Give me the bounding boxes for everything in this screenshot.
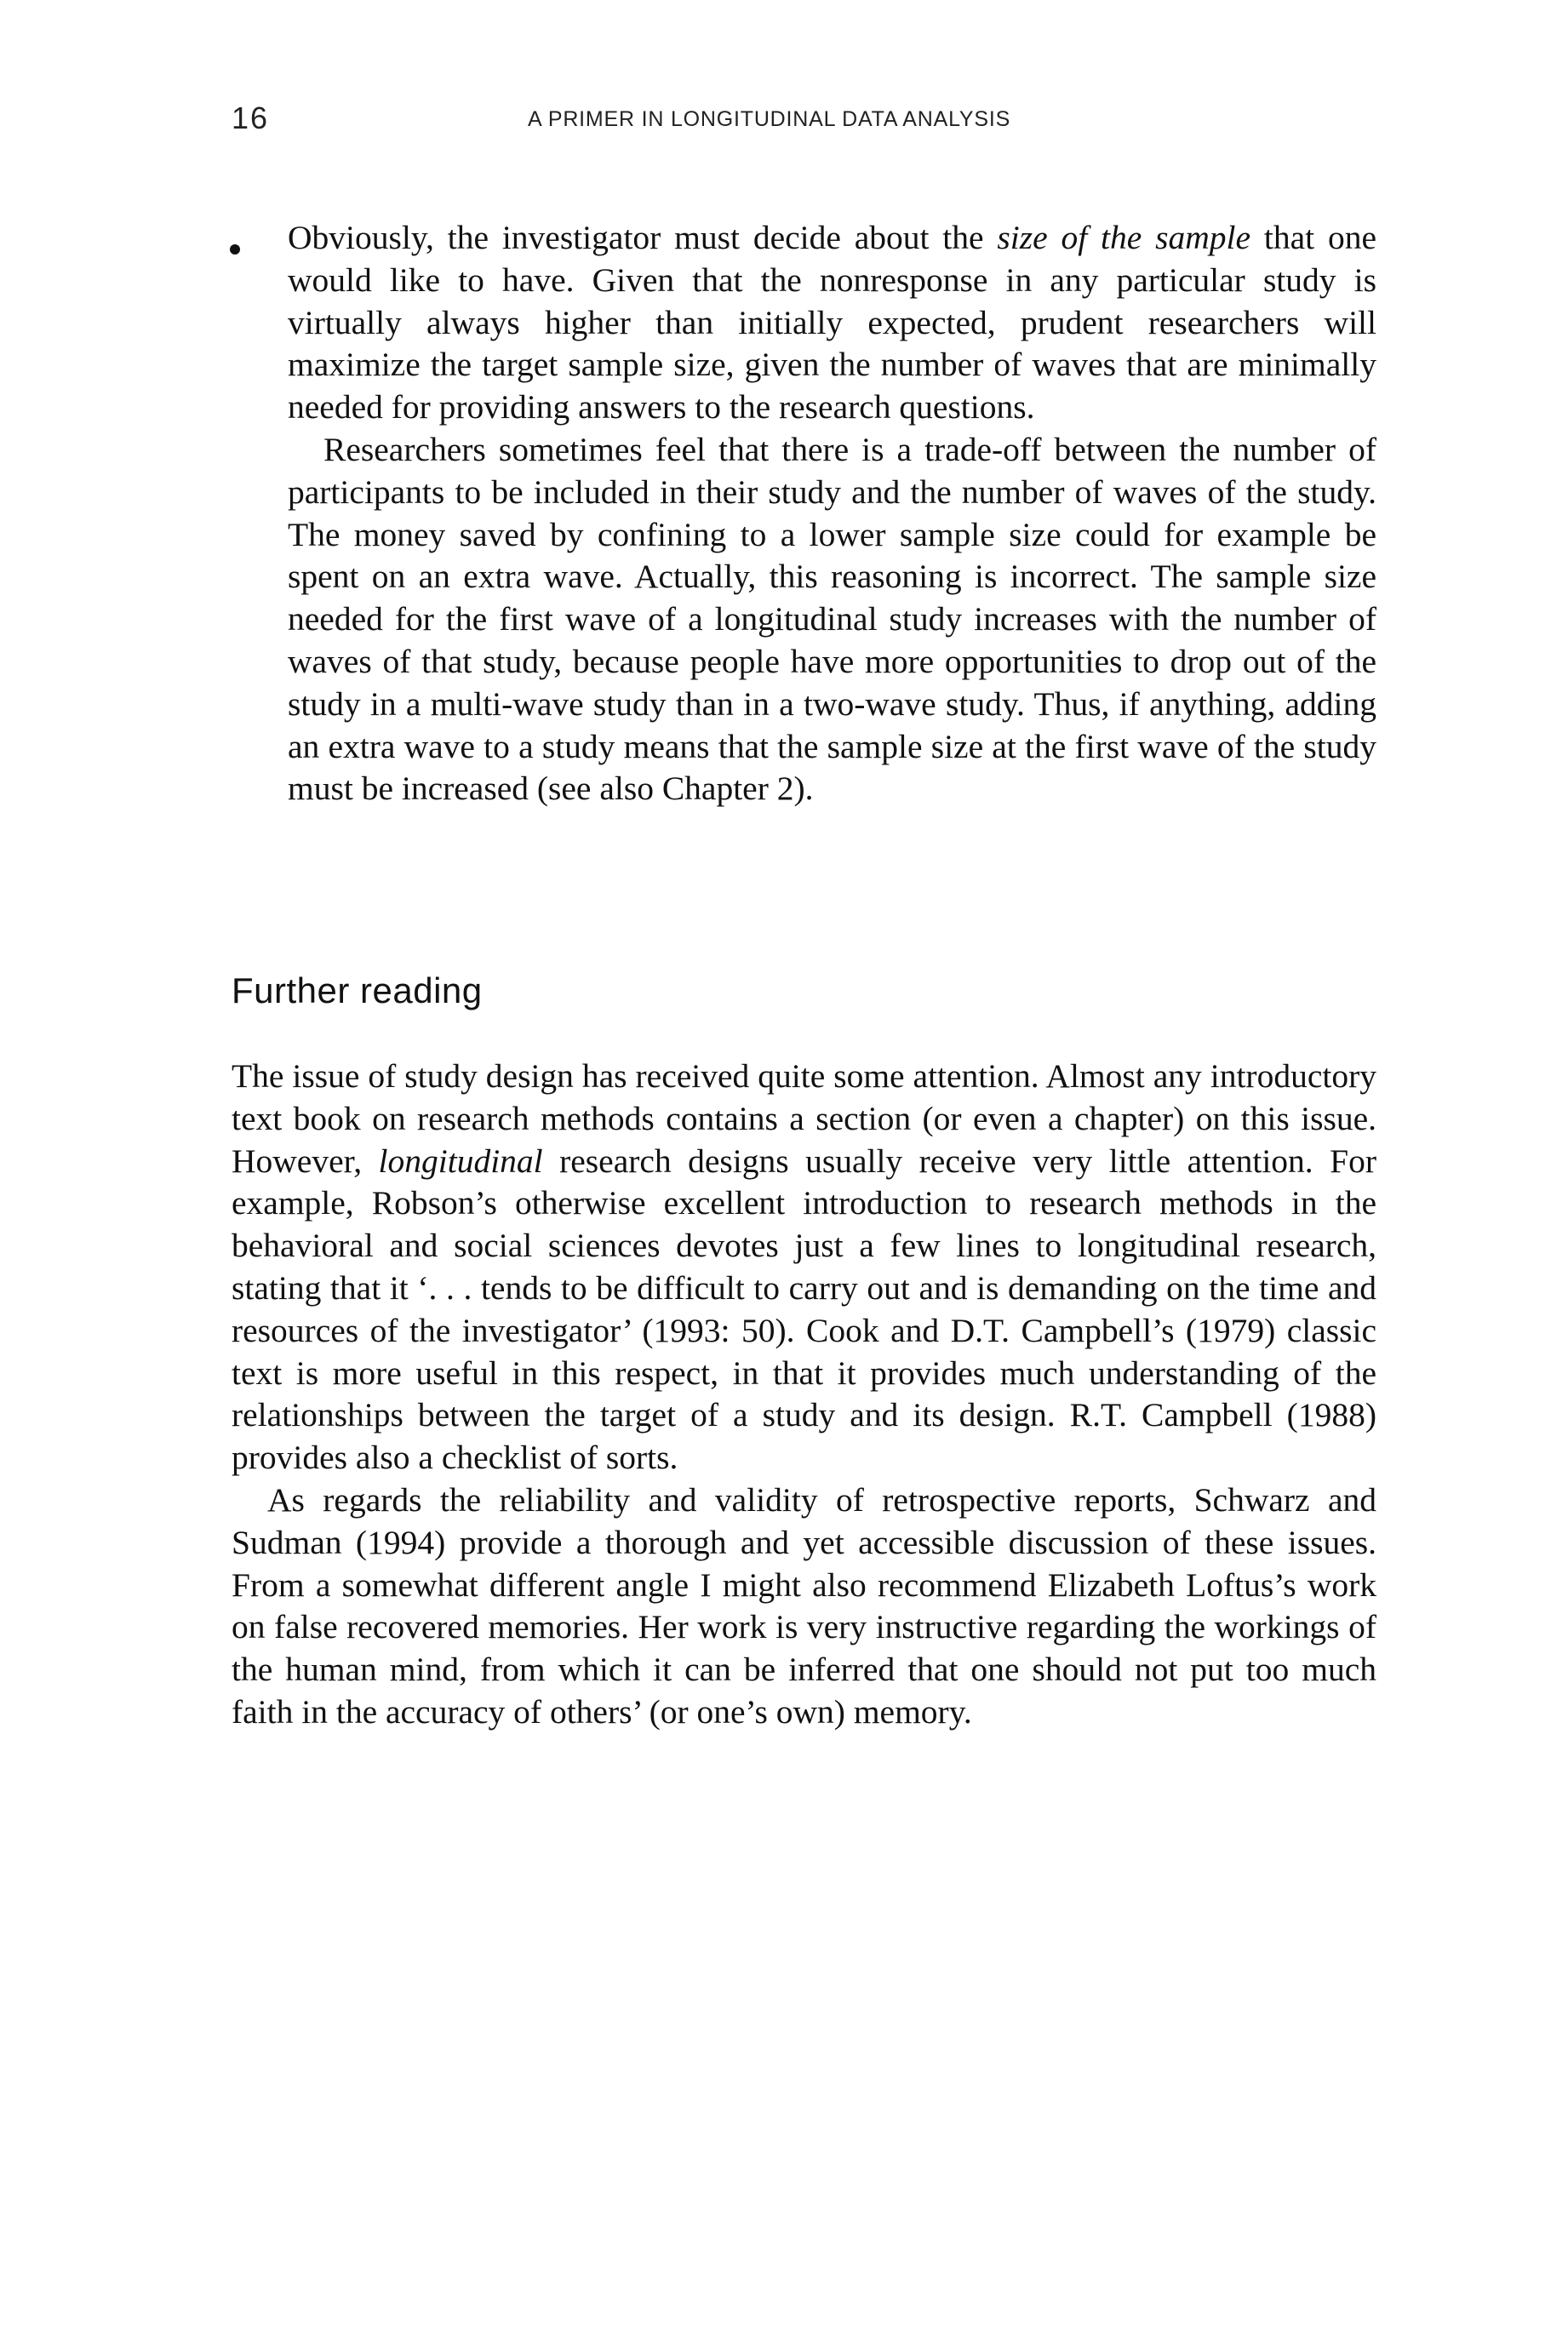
- paragraph-study-design: [232, 1056, 1376, 1479]
- text-run: that one would like to have. Given that the nonresponse in any particular study is virtually always higher than initially expected, prudent researchers will maximize the target sample size, given the number of waves that are minimally needed for providing answers to the research questions.: [288, 219, 1376, 426]
- text-run: research designs usually receive very little attention. For example, Robson’s otherwise excellent introduction to research methods in the behavioral and social sciences devotes just a few lines to longitudinal research, stating that it ‘. . . tends to be difficult to carry out and is demanding on the time and resources of the investigator’ (1993: 50). Cook and D.T. Campbell’s (1979) classic text is more useful in this respect, in that it provides much understanding of the relationships between the target of a study and its design. R.T. Campbell (1988) provides also a checklist of sorts.: [232, 1142, 1377, 1477]
- bullet-body: [288, 217, 1376, 810]
- bullet-paragraph-trade-off: Researchers sometimes feel that there is a trade-off between the number of participants to be included in their study and the number of waves of the study. The money saved by confining to a lower sample size could for example be spent on an extra wave. Actually, this reasoning is incorrect. The sample size needed for the first wave of a longitudinal study increases with the number of waves of that study, because people have more opportunities to drop out of the study in a multi-wave study than in a two-wave study. Thus, if anything, adding an extra wave to a study means that the sample size at the first wave of the study must be increased (see also Chapter 2).: [288, 430, 1376, 808]
- bullet-paragraph-sample-size: [288, 217, 1376, 429]
- emphasis-size-of-sample: size of the sample: [997, 219, 1251, 256]
- text-run: The issue of study design has received quite some attention. Almost any introductory text book on research methods contains a section (or even a chapter) on this issue. However,: [232, 1057, 1376, 1180]
- section-heading-further-reading: Further reading: [232, 970, 483, 1010]
- emphasis-longitudinal: longitudinal: [378, 1142, 543, 1180]
- text-run: Obviously, the investigator must decide about the: [288, 219, 998, 256]
- running-title: A PRIMER IN LONGITUDINAL DATA ANALYSIS: [528, 107, 1011, 131]
- paragraph-retrospective-reports: As regards the reliability and validity of retrospective reports, Schwarz and Sudman (1994) provide a thorough and yet accessible discussion of these issues. From a somewhat different angle I might also recommend Elizabeth Loftus’s work on false recovered memories. Her work is very instructive regarding the workings of the human mind, from which it can be inferred that one should not put too much faith in the accuracy of others’ (or one’s own) memory.: [232, 1480, 1376, 1731]
- bullet-icon: [230, 244, 240, 255]
- running-head: [232, 100, 1376, 143]
- page-number: 16: [232, 100, 270, 135]
- further-reading-body: [232, 1056, 1376, 1734]
